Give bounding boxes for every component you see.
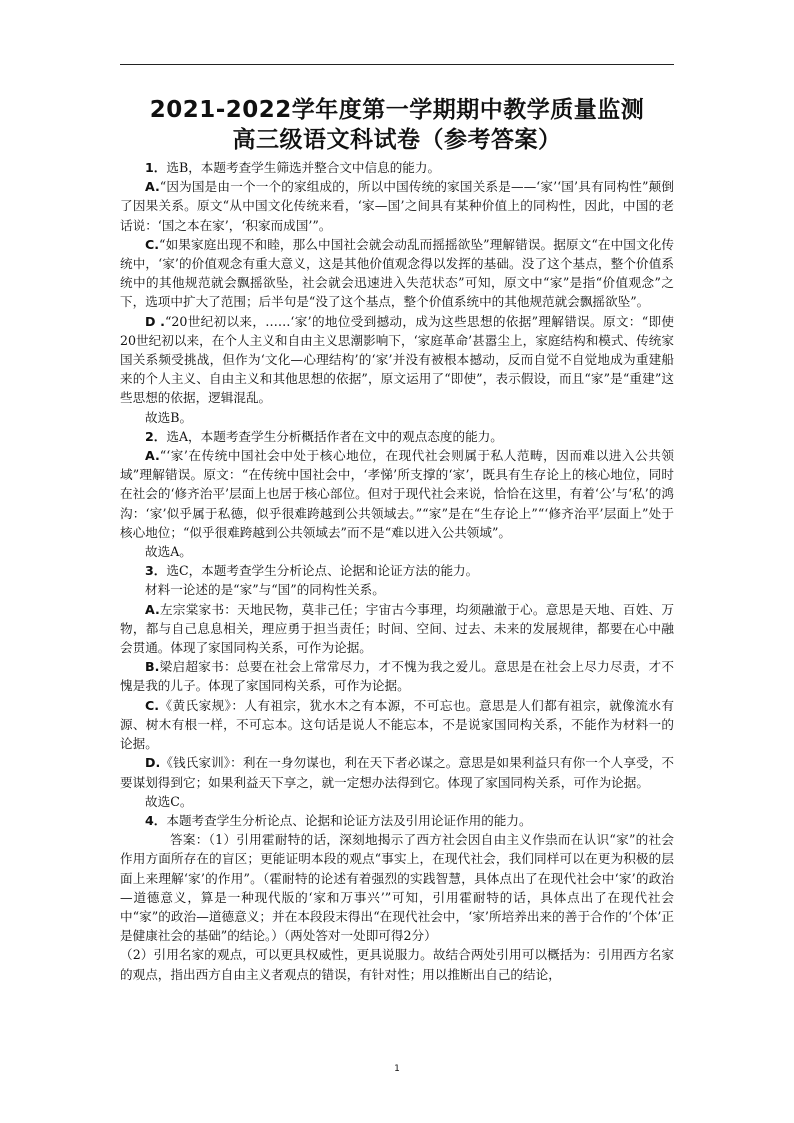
- answer-paragraph: [120, 542, 674, 561]
- item-label: C.: [145, 236, 160, 252]
- paragraph-text: 选A，本题考查学生分析概括作者在文中的观点态度的能力。: [166, 428, 503, 444]
- item-label: 1．: [145, 160, 167, 175]
- paragraph-text: 梁启超家书：总要在社会上常常尽力，才不愧为我之爱儿。意思是在社会上尽力尽责，才不愧是我的儿子。体现了家国同构关系，可作为论据。: [120, 659, 674, 694]
- item-label: D .: [145, 313, 165, 329]
- answer-body: [120, 158, 674, 984]
- answer-paragraph: [120, 446, 674, 542]
- answer-paragraph: [120, 561, 674, 580]
- paragraph-text: 《黄氏家规》：人有祖宗，犹水木之有本源，不可忘也。意思是人们都有祖宗，就像流水有源、树木有根一样，不可忘本。这句话是说人不能忘本，不是说家国同构关系，不能作为材料一的论据。: [120, 697, 674, 752]
- paragraph-text: 选C，本题考查学生分析论点、论据和论证方法的能力。: [166, 563, 479, 579]
- paragraph-text: 故选B。: [145, 409, 193, 425]
- answer-paragraph: [120, 580, 674, 599]
- item-label: 4．: [145, 812, 167, 828]
- answer-paragraph: [120, 657, 674, 695]
- paragraph-text: “20世纪初以来，……‘家’的地位受到撼动，成为这些思想的依据”理解错误。原文：“即使20世纪初以来，在个人主义和自由主义思潮影响下，‘家庭革命’甚嚣尘上，家庭结构和模式、传统家国关系频受挑战，但作为‘文化—心理结构’的‘家’并没有被根本撼动，反而自觉不自觉地成为重建船来的个人主义、自由主义和其他思想的依据”，原文运用了“即使”，表示假设，而且“家”是“重建”这些思想的依据，逻辑混乱。: [120, 313, 674, 406]
- answer-paragraph: [120, 408, 674, 427]
- answer-paragraph: [120, 753, 674, 791]
- answer-paragraph: [120, 158, 674, 177]
- item-label: 3．: [145, 563, 167, 579]
- item-label: B.: [145, 659, 160, 675]
- paragraph-text: “‘家’在传统中国社会中处于核心地位，在现代社会则属于私人范畴，因而难以进入公共领域”理解错误。原文：“在传统中国社会中，‘孝悌’所支撑的‘家’，既具有生存论上的核心地位，同时在社会的‘修齐治平’层面上也居于核心部位。但对于现代社会来说，恰恰在这里，有着‘公’与‘私’的鸿沟：‘家’似乎属于私德，似乎很难跨越到公共领域去。”“家”是在“生存论上”“‘修齐治平’层面上”处于核心地位；“似乎很难跨越到公共领域去”而不是“难以进入公共领域”。: [120, 448, 674, 540]
- item-label: A.: [145, 601, 160, 617]
- exam-subtitle: 高三级语文科试卷（参考答案）: [232, 127, 562, 153]
- paragraph-text: 《钱氏家训》：利在一身勿谋也，利在天下者必谋之。意思是如果利益只有你一个人享受，不要谋划得到它；如果利益天下享之，就一定想办法得到它。体现了家国同构关系，可作为论据。: [120, 755, 674, 790]
- item-label: D.: [145, 755, 161, 771]
- item-label: A.: [145, 179, 160, 195]
- exam-title: 2021-2022学年度第一学期期中教学质量监测: [149, 97, 645, 123]
- answer-paragraph: [120, 830, 674, 945]
- item-label: 2．: [145, 428, 167, 444]
- header-rule: [120, 64, 674, 65]
- answer-paragraph: [120, 235, 674, 312]
- answer-paragraph: [120, 696, 674, 754]
- paragraph-text: 左宗棠家书：天地民物，莫非己任；宇宙古今事理，均须融澈于心。意思是天地、百姓、万物，都与自己息息相关，理应勇于担当责任；时间、空间、过去、未来的发展规律，都要在心中融会贯通。体现了家国同构关系，可作为论据。: [120, 601, 674, 656]
- item-label: A.: [145, 448, 160, 464]
- paragraph-text: “如果家庭出现不和睦，那么中国社会就会动乱而摇摇欲坠”理解错误。据原文“在中国文化传统中，‘家’的价值观念有重大意义，这是其他价值观念得以发挥的基础。没了这个基点，整个价值系统中的其他规范就会飘摇欲坠，社会就会迅速进入失范状态”可知，原文中“家”是指“价值观念”之下，选项中扩大了范围；后半句是“没了这个基点，整个价值系统中的其他规范就会飘摇欲坠”。: [120, 236, 674, 310]
- paragraph-text: “因为国是由一个一个的家组成的，所以中国传统的家国关系是——‘家’‘国’具有同构性”颠倒了因果关系。原文“从中国文化传统来看，‘家—国’之间具有某种价值上的同构性，因此，中国的老话说：‘国之本在家’，‘积家而成国’”。: [120, 179, 674, 233]
- answer-paragraph: [120, 600, 674, 658]
- paragraph-text: 本题考查学生分析论点、论据和论证方法及引用论证作用的能力。: [166, 812, 532, 828]
- paragraph-text: 故选C。: [145, 793, 193, 809]
- answer-paragraph: [120, 792, 674, 811]
- paragraph-text: 故选A。: [145, 544, 192, 560]
- paragraph-text: （2）引用名家的观点，可以更具权威性，更具说服力。故结合两处引用可以概括为：引用西方名家的观点，指出西方自由主义者观点的错误，有针对性；用以推断出自己的结论，: [120, 947, 674, 982]
- paragraph-text: 材料一论述的是“家”与“国”的同构性关系。: [145, 582, 385, 598]
- answer-paragraph: [120, 427, 674, 446]
- answer-paragraph: [120, 945, 674, 983]
- paragraph-text: 答案：（1）引用霍耐特的话，深刻地揭示了西方社会因自由主义作祟而在认识“家”的社会作用方面所存在的盲区；更能证明本段的观点“事实上，在现代社会，我们同样可以在更为积极的层面上来理解‘家’的作用”。（霍耐特的论述有着强烈的实践智慧，具体点出了在现代社会中‘家’的政治—道德意义，算是一种现代版的‘家和万事兴’”可知，引用霍耐特的话，具体点出了在现代社会中“家”的政治—道德意义；并在本段段末得出“在现代社会中，‘家’所培养出来的善于合作的‘个体’正是健康社会的基础”的结论。）（两处答对一处即可得2分）: [120, 832, 674, 944]
- answer-paragraph: [120, 312, 674, 408]
- page-number: 1: [394, 1064, 400, 1074]
- answer-paragraph: [120, 811, 674, 830]
- answer-paragraph: [120, 177, 674, 235]
- paragraph-text: 选B，本题考查学生筛选并整合文中信息的能力。: [166, 160, 441, 175]
- item-label: C.: [145, 697, 160, 713]
